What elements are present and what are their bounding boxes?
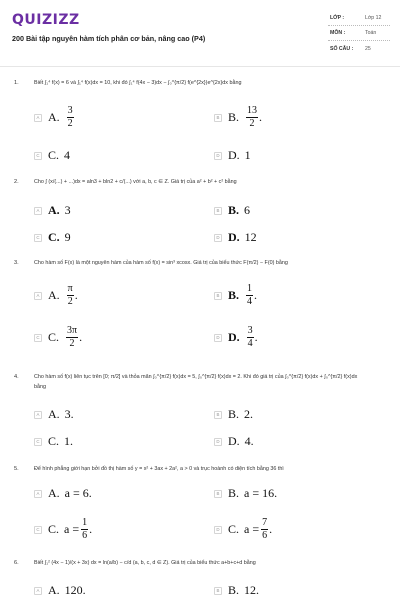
option-value: 2. (244, 407, 254, 421)
option-label: C. (228, 522, 240, 536)
trailing-period: . (254, 288, 258, 302)
option-d[interactable] (214, 148, 251, 163)
option-key-box[interactable]: D (214, 152, 222, 160)
worksheet-header (0, 0, 400, 62)
option-b[interactable] (214, 583, 259, 598)
option-key-box[interactable]: A (34, 411, 42, 419)
worksheet-title: 200 Bài tập nguyên hàm tích phân cơ bản, nâng cao (P4) (12, 34, 206, 43)
option-key-box[interactable]: D (214, 234, 222, 242)
option-label: A. (48, 203, 60, 217)
numerator: 3 (67, 105, 73, 116)
option-key-box[interactable]: A (34, 207, 42, 215)
option-a[interactable] (34, 203, 71, 218)
option-label: C. (48, 434, 60, 448)
option-key-box[interactable]: B (214, 207, 222, 215)
option-key-box[interactable]: D (214, 438, 222, 446)
fraction (67, 284, 74, 307)
fraction (67, 106, 74, 129)
question-text-continued: bằng (34, 384, 46, 390)
option-key-box[interactable]: B (214, 490, 222, 498)
option-value: 6 (244, 203, 251, 217)
numerator: 3π (67, 325, 78, 336)
option-d[interactable] (214, 434, 254, 449)
trailing-period: . (74, 288, 78, 302)
option-key-box[interactable]: B (214, 292, 222, 300)
option-b[interactable] (214, 284, 257, 307)
option-d[interactable] (214, 518, 272, 541)
question-number: 1. (14, 80, 19, 86)
option-value: 3. (64, 407, 74, 421)
question-number: 5. (14, 466, 19, 472)
option-label: C. (48, 230, 60, 244)
option-prefix: a = (64, 522, 80, 536)
option-key-box[interactable]: C (34, 234, 42, 242)
option-label: D. (228, 230, 240, 244)
option-label: A. (48, 407, 60, 421)
option-d[interactable] (214, 326, 258, 349)
fraction (246, 106, 258, 129)
question-number: 2. (14, 179, 19, 185)
option-key-box[interactable]: C (34, 152, 42, 160)
option-value: 120. (64, 583, 86, 597)
option-key-box[interactable]: A (34, 292, 42, 300)
trailing-period: . (259, 110, 263, 124)
option-value: 3 (64, 203, 71, 217)
fraction (261, 518, 268, 541)
option-c[interactable] (34, 434, 73, 449)
option-label: B. (228, 288, 240, 302)
meta-divider (328, 25, 390, 26)
option-b[interactable] (214, 486, 277, 501)
option-key-box[interactable]: B (214, 587, 222, 595)
option-value: 1 (244, 148, 251, 162)
option-value: 4 (64, 148, 71, 162)
option-label: C. (48, 148, 60, 162)
trailing-period: . (89, 522, 93, 536)
fraction (81, 518, 88, 541)
option-value: a = 16. (244, 486, 278, 500)
option-value: 1. (64, 434, 74, 448)
subject-value: Toán (365, 30, 377, 36)
question-count-label: SỐ CÂU : (330, 46, 354, 52)
option-a[interactable] (34, 407, 74, 422)
denominator: 4 (247, 338, 253, 349)
trailing-period: . (254, 330, 258, 344)
numerator: 13 (247, 105, 258, 116)
option-value: 12. (244, 583, 260, 597)
option-key-box[interactable]: A (34, 490, 42, 498)
option-value: a = 6. (64, 486, 92, 500)
option-label: B. (228, 203, 240, 217)
option-key-box[interactable]: C (34, 438, 42, 446)
numerator: 7 (262, 517, 268, 528)
denominator: 6 (82, 530, 88, 541)
option-key-box[interactable]: C (34, 334, 42, 342)
denominator: 2 (67, 296, 73, 307)
option-label: A. (48, 486, 60, 500)
option-label: C. (48, 522, 60, 536)
header-divider (0, 66, 400, 67)
option-value: 9 (64, 230, 71, 244)
option-c[interactable] (34, 518, 92, 541)
denominator: 2 (69, 338, 75, 349)
fraction (66, 326, 78, 349)
option-key-box[interactable]: B (214, 114, 222, 122)
option-label: A. (48, 288, 60, 302)
option-key-box[interactable]: D (214, 526, 222, 534)
option-b[interactable] (214, 203, 250, 218)
option-label: C. (48, 330, 60, 344)
option-label: A. (48, 583, 60, 597)
question-text: Cho ∫ (x/(...) + ...)dx = aln3 + bln2 + c/(...) với a, b, c ∈ Z. Giá trị của a² + b² + c² bằng (34, 179, 237, 185)
question-number: 3. (14, 260, 19, 266)
class-value: Lớp 12 (365, 15, 382, 21)
option-key-box[interactable]: B (214, 411, 222, 419)
option-prefix: a = (244, 522, 260, 536)
option-label: D. (228, 330, 240, 344)
numerator: 1 (247, 283, 253, 294)
numerator: 1 (82, 517, 88, 528)
denominator: 6 (262, 530, 268, 541)
question-text: Biết ∫₁² (4x − 1)/(x + 3x) dx = ln(a/b) − c/d (a, b, c, d ∈ Z). Giá trị của biểu thức a+b+c+d bằng (34, 560, 256, 566)
question-text: Cho hàm số F(x) là một nguyên hàm của hàm số f(x) = sin³ xcosx. Giá trị của biểu thức F(π/2) − F(0) bằng (34, 260, 288, 266)
option-key-box[interactable]: A (34, 114, 42, 122)
subject-label: MÔN : (330, 30, 346, 36)
question-number: 6. (14, 560, 19, 566)
option-b[interactable] (214, 106, 262, 129)
option-a[interactable] (34, 486, 92, 501)
option-c[interactable] (34, 148, 70, 163)
option-label: A. (48, 110, 60, 124)
option-a[interactable] (34, 284, 78, 307)
numerator: π (67, 283, 73, 294)
option-c[interactable] (34, 326, 82, 349)
option-value: 4. (244, 434, 254, 448)
numerator: 3 (247, 325, 253, 336)
quizizz-logo: QUIZIZZ (12, 12, 80, 28)
option-label: B. (228, 486, 240, 500)
option-a[interactable] (34, 583, 86, 598)
fraction (246, 284, 253, 307)
option-value: 12 (244, 230, 257, 244)
option-b[interactable] (214, 407, 253, 422)
class-label: LỚP : (330, 15, 345, 21)
option-a[interactable] (34, 106, 74, 129)
question-text: Để hình phẳng giới hạn bởi đồ thị hàm số y = x² + 3ax + 2a², a > 0 và trục hoành có diện tích bằng 36 thì (34, 466, 284, 472)
question-text: Biết ∫₁⁴ f(x) = 6 và ∫₁⁴ f(x)dx = 10, khi đó ∫₁⁴ f(4x − 3)dx − ∫₀^{π/2} f(e^{2x})e^{2x}dx bằng (34, 80, 242, 86)
trailing-period: . (269, 522, 273, 536)
question-text: Cho hàm số f(x) liên tục trên [0; π/2] và thỏa mãn ∫₀^{π/2} f(x)dx = 5, ∫₀^{π/2} f(x)dx = 2. Khi đó giá trị của ∫₀^{π/2} f(x)dx + ∫₀^{π/2} f(x)dx (34, 374, 358, 380)
option-key-box[interactable]: C (34, 526, 42, 534)
question-count-value: 25 (365, 46, 371, 52)
option-key-box[interactable]: A (34, 587, 42, 595)
trailing-period: . (79, 330, 83, 344)
meta-divider (328, 40, 390, 41)
denominator: 4 (247, 296, 253, 307)
fraction (247, 326, 254, 349)
option-c[interactable] (34, 230, 71, 245)
option-label: D. (228, 148, 240, 162)
option-d[interactable] (214, 230, 257, 245)
denominator: 2 (67, 118, 73, 129)
option-key-box[interactable]: D (214, 334, 222, 342)
option-label: B. (228, 583, 240, 597)
denominator: 2 (249, 118, 255, 129)
option-label: B. (228, 110, 240, 124)
option-label: D. (228, 434, 240, 448)
option-label: B. (228, 407, 240, 421)
question-number: 4. (14, 374, 19, 380)
